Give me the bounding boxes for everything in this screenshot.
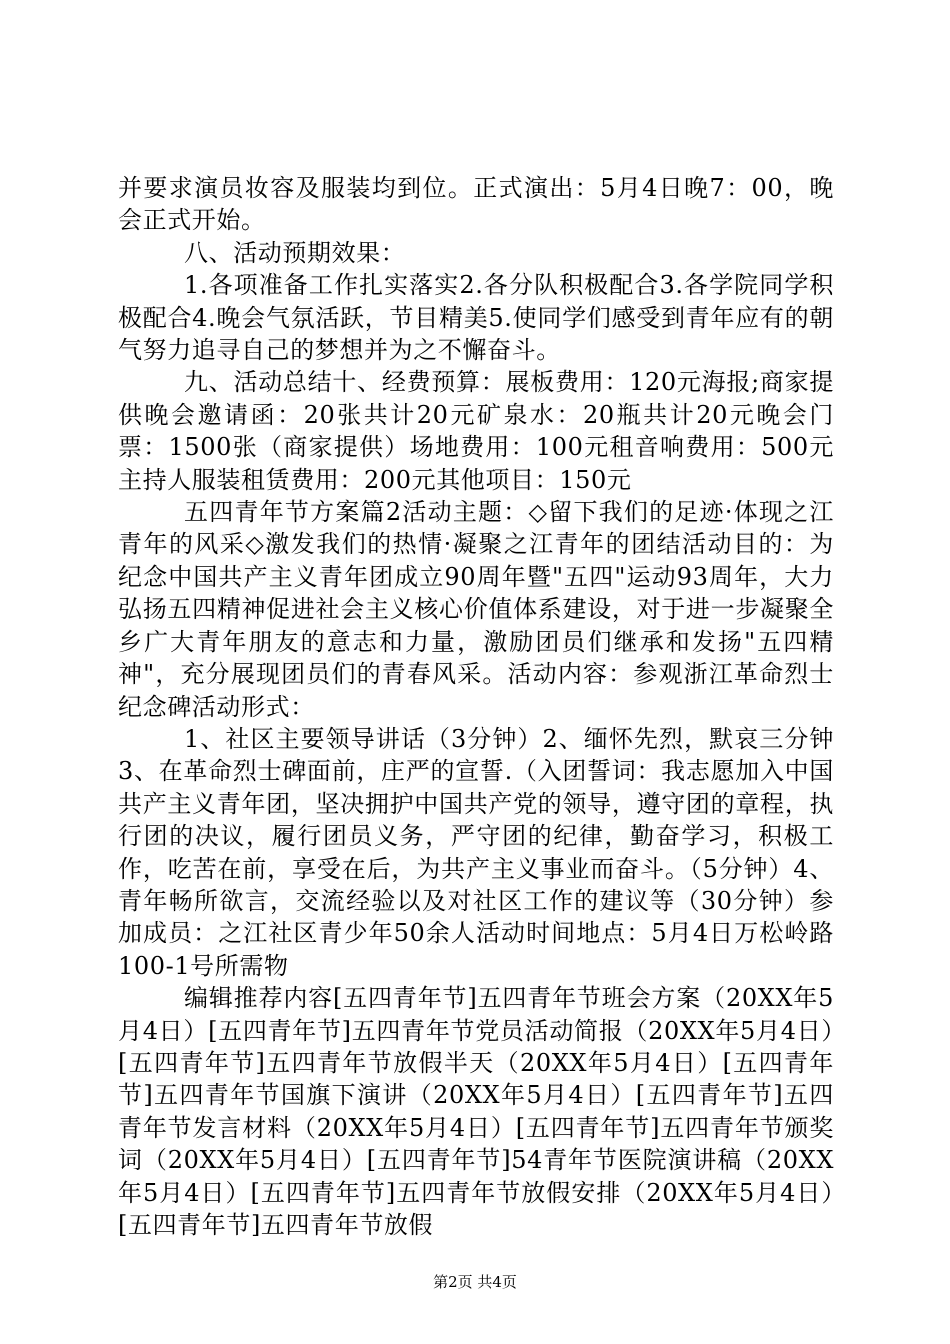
paragraph-activity-steps: 1、社区主要领导讲话（3分钟）2、缅怀先烈，默哀三分钟3、在革命烈士碑面前，庄严的宣誓.（入团誓词：我志愿加入中国共产主义青年团，坚决拥护中国共产党的领导，遵守团的章程，执行团的决议，履行团员义务，严守团的纪律，勤奋学习，积极工作，吃苦在前，享受在后，为共产主义事业而奋斗。（5分钟）4、青年畅所欲言，交流经验以及对社区工作的建议等（30分钟）参加成员：之江社区青少年50余人活动时间地点：5月4日万松岭路100-1号所需物 [118, 724, 834, 980]
paragraph-continuation: 并要求演员妆容及服装均到位。正式演出：5月4日晚7：00，晚会正式开始。 [118, 174, 834, 235]
page-number-footer: 第2页 共4页 [433, 1273, 517, 1291]
paragraph-recommended-content: 编辑推荐内容[五四青年节]五四青年节班会方案（20XX年5月4日）[五四青年节]五四青年节党员活动简报（20XX年5月4日）[五四青年节]五四青年节放假半天（20XX年5月4日）[五四青年节]五四青年节国旗下演讲（20XX年5月4日）[五四青年节]五四青年节发言材料（20XX年5月4日）[五四青年节]五四青年节颁奖词（20XX年5月4日）[五四青年节]54青年节医院演讲稿（20XX年5月4日）[五四青年节]五四青年节放假安排（20XX年5月4日）[五四青年节]五四青年节放假 [118, 984, 834, 1239]
paragraph-plan-two: 五四青年节方案篇2活动主题：◇留下我们的足迹·体现之江青年的风采◇激发我们的热情·凝聚之江青年的团结活动目的：为纪念中国共产主义青年团成立90周年暨"五四"运动93周年，大力弘扬五四精神促进社会主义核心价值体系建设，对于进一步凝聚全乡广大青年朋友的意志和力量，激励团员们继承和发扬"五四精神"，充分展现团员们的青春风采。活动内容：参观浙江革命烈士纪念碑活动形式： [118, 498, 834, 721]
paragraph-section-eight-heading: 八、活动预期效果： [184, 238, 406, 267]
paragraph-budget: 九、活动总结十、经费预算：展板费用：120元海报;商家提供晚会邀请函：20张共计20元矿泉水：20瓶共计20元晚会门票：1500张（商家提供）场地费用：100元租音响费用：500元主持人服装租赁费用：200元其他项目：150元 [118, 368, 834, 494]
document-body [118, 172, 834, 1241]
paragraph-expected-effects: 1.各项准备工作扎实落实2.各分队积极配合3.各学院同学积极配合4.晚会气氛活跃，节目精美5.使同学们感受到青年应有的朝气努力追寻自己的梦想并为之不懈奋斗。 [118, 271, 834, 365]
